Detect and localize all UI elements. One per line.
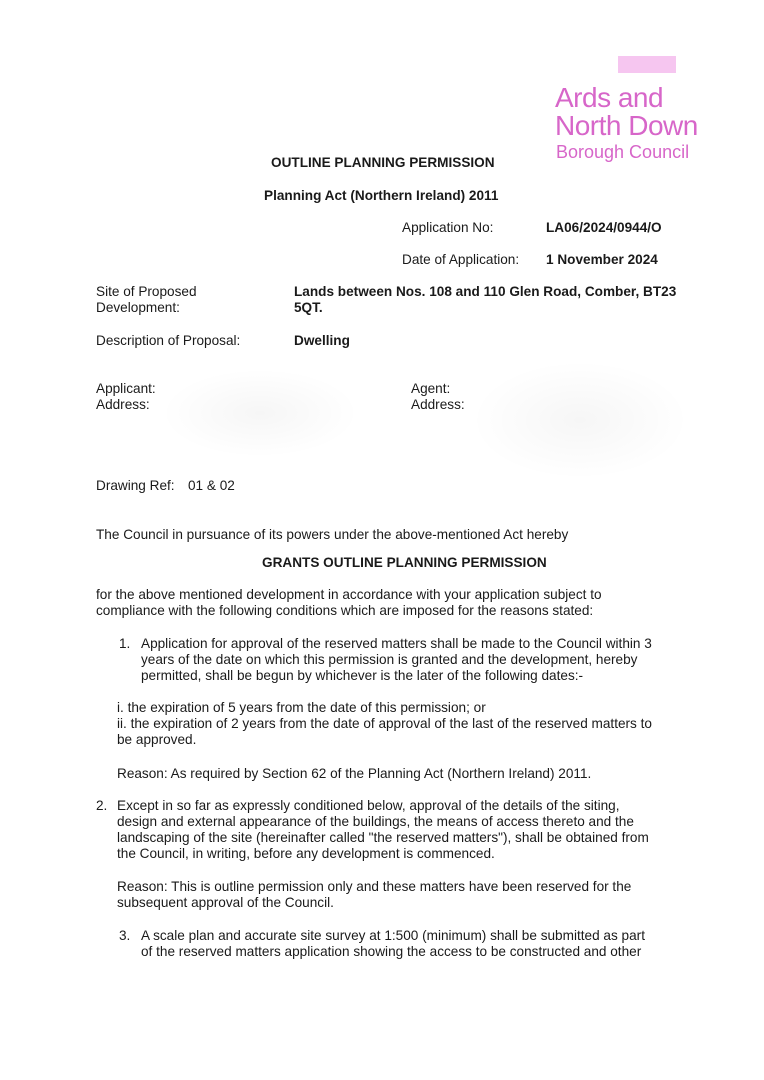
grant-heading: GRANTS OUTLINE PLANNING PERMISSION	[262, 555, 547, 570]
condition-2-reason-line-2: subsequent approval of the Council.	[117, 895, 334, 910]
condition-1-reason: Reason: As required by Section 62 of the Planning Act (Northern Ireland) 2011.	[117, 766, 592, 781]
for-text-line-2: compliance with the following conditions which are imposed for the reasons stated:	[96, 603, 594, 618]
application-no-value: LA06/2024/0944/O	[546, 220, 662, 235]
logo-line-3: Borough Council	[556, 142, 690, 162]
proposal-value: Dwelling	[294, 333, 350, 348]
site-label-line-2: Development:	[96, 300, 180, 315]
condition-1-number: 1.	[119, 636, 131, 651]
date-of-application-label: Date of Application:	[402, 252, 520, 267]
act-title: Planning Act (Northern Ireland) 2011	[264, 188, 499, 203]
condition-2-line-1: Except in so far as expressly conditioned below, approval of the details of the siting,	[117, 798, 620, 813]
logo-line-1: Ards and	[555, 82, 664, 113]
intro-text: The Council in pursuance of its powers under the above-mentioned Act hereby	[96, 527, 569, 542]
site-value-line-2: 5QT.	[294, 300, 323, 315]
council-logo	[555, 48, 755, 168]
logo-line-2: North Down	[555, 110, 698, 141]
applicant-label: Applicant:	[96, 381, 156, 396]
site-label-line-1: Site of Proposed	[96, 284, 197, 299]
condition-3-line-2: of the reserved matters application showing the access to be constructed and other	[141, 944, 642, 959]
condition-3-number: 3.	[119, 928, 131, 943]
application-no-label: Application No:	[402, 220, 494, 235]
agent-label: Agent:	[411, 381, 451, 396]
condition-2-line-4: the Council, in writing, before any development is commenced.	[117, 846, 495, 861]
site-value-line-1: Lands between Nos. 108 and 110 Glen Road, Comber, BT23	[294, 284, 677, 299]
logo-bar	[618, 56, 676, 73]
for-text-line-1: for the above mentioned development in accordance with your application subject to	[96, 587, 602, 602]
date-of-application-value: 1 November 2024	[546, 252, 658, 267]
condition-1-line-1: Application for approval of the reserved matters shall be made to the Council within 3	[141, 636, 652, 651]
drawing-ref-label: Drawing Ref:	[96, 478, 175, 493]
condition-1-line-3: permitted, shall be begun by whichever is the later of the following dates:-	[141, 668, 584, 683]
condition-1-sub-ii-line-2: be approved.	[117, 732, 197, 747]
redacted-applicant	[160, 368, 360, 458]
document-title: OUTLINE PLANNING PERMISSION	[271, 155, 495, 170]
drawing-ref-value: 01 & 02	[188, 478, 235, 493]
proposal-label: Description of Proposal:	[96, 333, 241, 348]
condition-1-sub-ii-line-1: ii. the expiration of 2 years from the date of approval of the last of the reserved matters to	[117, 716, 652, 731]
condition-1-sub-i: i. the expiration of 5 years from the date of this permission; or	[117, 700, 486, 715]
condition-2-number: 2.	[96, 798, 108, 813]
condition-1-line-2: years of the date on which this permission is granted and the development, hereby	[141, 652, 638, 667]
applicant-address-label: Address:	[96, 397, 150, 412]
condition-2-line-2: design and external appearance of the buildings, the means of access thereto and the	[117, 814, 634, 829]
condition-2-line-3: landscaping of the site (hereinafter called "the reserved matters"), shall be obtained from	[117, 830, 649, 845]
condition-3-line-1: A scale plan and accurate site survey at 1:500 (minimum) shall be submitted as part	[141, 928, 645, 943]
agent-address-label: Address:	[411, 397, 465, 412]
condition-2-reason-line-1: Reason: This is outline permission only and these matters have been reserved for the	[117, 879, 632, 894]
redacted-agent	[470, 360, 690, 480]
